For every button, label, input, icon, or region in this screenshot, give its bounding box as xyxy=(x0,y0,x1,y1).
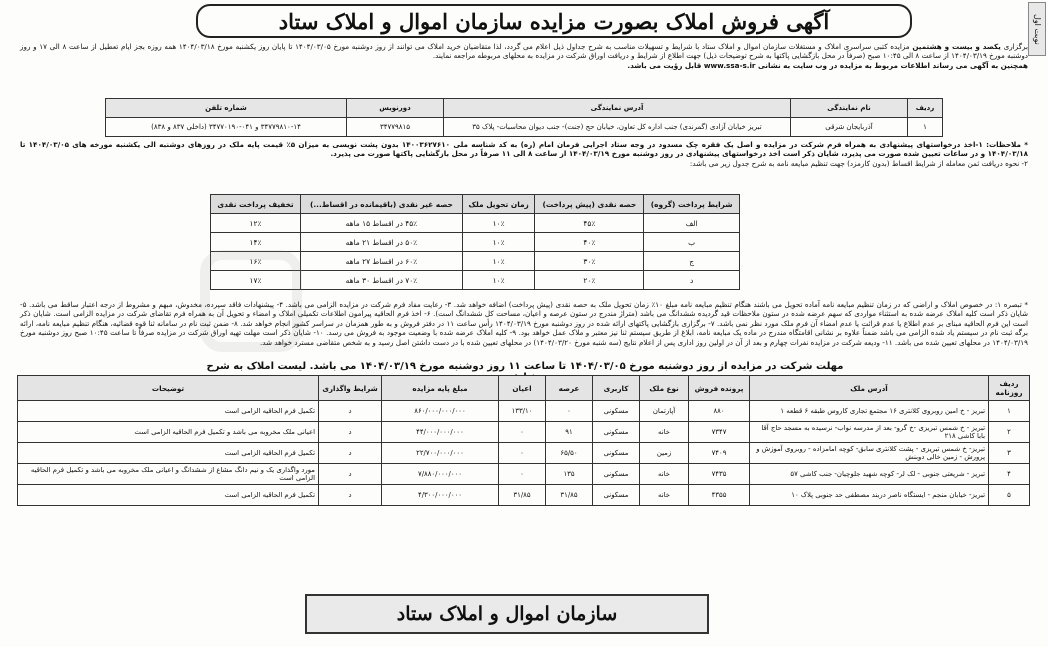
prop-description: تکمیل فرم الحاقیه الزامی است xyxy=(18,443,319,464)
table-row xyxy=(18,464,1030,485)
footer-banner: سازمان اموال و املاک ستاد xyxy=(305,594,709,634)
inst-cell: ۵۰٪ در اقساط ۲۱ ماهه xyxy=(301,233,463,252)
table-row xyxy=(211,233,740,252)
inst-cell: ۲۰٪ xyxy=(535,271,644,290)
prop-address: تبریز- خ شمس تبریزی - پشت کلانتری سابق- کوچه امامزاده - روبروی آموزش و پرورش - زمین خالی دوبنش xyxy=(750,443,989,464)
prop-cell: ۰ xyxy=(499,464,546,485)
prop-cell: ۶۵/۵۰ xyxy=(546,443,593,464)
prop-cell: ۱ xyxy=(989,401,1030,422)
prop-cell: ۹۱ xyxy=(546,422,593,443)
inst-cell: ۴۵٪ xyxy=(535,214,644,233)
intro-highlight: یکصد و بیست و هشتمین xyxy=(912,42,1001,51)
intro-prefix: برگزاری xyxy=(1003,42,1029,51)
prop-cell: ۷۳۴۷ xyxy=(689,422,750,443)
page-title: آگهی فروش املاک بصورت مزایده سازمان اموال و املاک ستاد xyxy=(278,8,830,34)
inst-cell: ۱۰٪ xyxy=(462,233,535,252)
prop-cell: مسکونی xyxy=(593,464,640,485)
prop-cell: ۷/۸۸۰/۰۰۰/۰۰۰ xyxy=(382,464,499,485)
prop-cell: مسکونی xyxy=(593,443,640,464)
prop-header: نوع ملک xyxy=(640,376,689,401)
prop-header: ردیف روزنامه xyxy=(989,376,1030,401)
prop-header: اعیان xyxy=(499,376,546,401)
notes-text: * ملاحظات: ۱-اخذ درخواستهای پیشنهادی به همراه فرم شرکت در مزایده و اصل یک فقره چک مسدود در وجه ستاد اجرایی فرمان امام (ره) به کد شناسه ملی ۱۴۰۰۳۶۲۷۶۱۰ بدون پشت نویسی به میزان ۵٪ قیمت پایه ملک در روزهای دوشنبه الی یکشنبه مورخه های ۱۴۰۴/۰۳/۰۵ تا ۱۴۰۴/۰۳/۱۸ و در ساعات تعیین شده صورت می پذیرد، شایان ذکر است اخذ درخواستهای پیشنهادی در روز دوشنبه مورخ ۱۴۰۴/۰۳/۱۹ از ساعت ۸ الی ۱۱ صرفاً در محل بازگشایی پاکتها صورت می پذیرد. xyxy=(20,140,1028,159)
prop-cell: ۰ xyxy=(499,443,546,464)
prop-cell: ۳۱/۸۵ xyxy=(499,485,546,506)
prop-description: تکمیل فرم الحاقیه الزامی است xyxy=(18,485,319,506)
rep-cell: آذربایجان شرقی xyxy=(791,118,908,137)
intro-body: مزایده کتبی سراسری املاک و مستغلات سازمان اموال و املاک ستاد با شرایط و تسهیلات مناسب به شرح جداول ذیل اعلام می گردد، لذا متقاضیان خرید املاک می توانند از روز دوشنبه مورخ ۱۴۰۴/۰۳/۰۵ تا پایان روز یکشنبه مورخ ۱۴۰۴/۰۳/۱۸ همه روزه بجز ایام تعطیل از ساعت ۸ الی ۱۷ و روز دوشنبه مورخ ۱۴۰۴/۰۳/۱۹ از ساعت ۸ الی ۱۰:۴۵ صبح (صرفاً در محل بازگشایی پاکتها به شرح توضیحات ذیل) جهت اطلاع از شرایط و دریافت اوراق شرکت در مزایده به محلهای مربوطه مراجعه نمایند. xyxy=(20,42,1028,61)
prop-cell: خانه xyxy=(640,464,689,485)
prop-description: اعیانی ملک مخروبه می باشد و تکمیل فرم الحاقیه الزامی است xyxy=(18,422,319,443)
prop-cell: مسکونی xyxy=(593,401,640,422)
inst-cell: ۱۴٪ xyxy=(211,233,301,252)
website-line: همچنین به آگهی می رساند اطلاعات مربوط به مزایده در وب سایت به نشانی www.ssa-s.ir قابل رؤیت می باشد. xyxy=(627,60,1028,70)
edition-tag: نوبت اول xyxy=(1028,2,1046,56)
representative-table xyxy=(105,98,943,137)
inst-cell: ۱۶٪ xyxy=(211,252,301,271)
prop-cell: آپارتمان xyxy=(640,401,689,422)
prop-address: تبریز - شریعتی جنوبی - لک لر- کوچه شهید جلوچیان- جنب کاشی ۵۷ xyxy=(750,464,989,485)
inst-cell: ج xyxy=(644,252,740,271)
inst-cell: ۱۰٪ xyxy=(462,214,535,233)
rep-cell: تبریز خیابان آزادی (گمرندی) جنب اداره کل تعاون، خیابان حج (جنت)- جنب دیوان محاسبات- پلاک ۳۵ xyxy=(444,118,791,137)
rep-header-row-no: ردیف xyxy=(908,99,943,118)
table-row xyxy=(18,443,1030,464)
inst-cell: ۴۵٪ در اقساط ۱۵ ماهه xyxy=(301,214,463,233)
notes-paragraph xyxy=(20,140,1028,168)
inst-header: حصه نقدی (پیش پرداخت) xyxy=(535,195,644,214)
prop-address: تبریز - خ امین روبروی کلانتری ۱۶ مجتمع تجاری کاروس طبقه ۶ قطعه ۱ xyxy=(750,401,989,422)
prop-cell: خانه xyxy=(640,422,689,443)
inst-cell: ۱۲٪ xyxy=(211,214,301,233)
rep-header-phone: شماره تلفن xyxy=(106,99,347,118)
inst-cell: ۴۰٪ xyxy=(535,233,644,252)
table-row xyxy=(106,118,943,137)
inst-cell: د xyxy=(644,271,740,290)
prop-cell: ۲۲/۷۰۰/۰۰۰/۰۰۰ xyxy=(382,443,499,464)
inst-header: حصه غیر نقدی (باقیمانده در اقساط...) xyxy=(301,195,463,214)
rep-header-name: نام نمایندگی xyxy=(791,99,908,118)
prop-description: مورد واگذاری یک و نیم دانگ مشاع از ششدانگ و اعیانی ملک مخروبه می باشد و تکمیل فرم الحاقیه الزامی است xyxy=(18,464,319,485)
prop-cell: ۷۴۳۵ xyxy=(689,464,750,485)
prop-header: آدرس ملک xyxy=(750,376,989,401)
table-row xyxy=(18,485,1030,506)
prop-cell: د xyxy=(319,401,382,422)
inst-header: شرایط پرداخت (گروه) xyxy=(644,195,740,214)
prop-header: کاربری xyxy=(593,376,640,401)
inst-cell: ب xyxy=(644,233,740,252)
table-row xyxy=(18,422,1030,443)
table-row xyxy=(18,401,1030,422)
prop-address: تبریز- خیابان منجم - ایستگاه ناصر دربند مصطفی حد جنوبی پلاک ۱۰ xyxy=(750,485,989,506)
prop-cell: د xyxy=(319,464,382,485)
prop-cell: ۰ xyxy=(499,422,546,443)
prop-cell: ۷۴۰۹ xyxy=(689,443,750,464)
inst-cell: ۳۰٪ xyxy=(535,252,644,271)
rep-header-address: آدرس نمایندگی xyxy=(444,99,791,118)
rep-cell: ۳۴۷۷۹۸۱۰-۱۴ و ۰۴۱-۳۴۷۷۰۱۹۰ (داخلی ۸۳۷ و ۸۳۸) xyxy=(106,118,347,137)
rep-cell: ۳۴۷۷۹۸۱۵ xyxy=(347,118,444,137)
notes-line2: ۲- نحوه دریافت ثمن معامله از شرایط اقساط (بدون کارمزد) جهت تنظیم مبایعه نامه به شرح جدول زیر می باشد: xyxy=(689,158,1028,168)
intro-paragraph xyxy=(20,42,1028,70)
prop-cell: ۳۱/۸۵ xyxy=(546,485,593,506)
prop-cell: ۱۳۳/۱۰ xyxy=(499,401,546,422)
prop-cell: ۴/۳۰۰/۰۰۰/۰۰۰ xyxy=(382,485,499,506)
prop-cell: ۴۳۵۵ xyxy=(689,485,750,506)
prop-description: تکمیل فرم الحاقیه الزامی است xyxy=(18,401,319,422)
prop-address: تبریز - خ شمس تبریزی -خ گرو- بعد از مدرسه نواب- نرسیده به مسجد حاج آقا بابا کاشی ۲۱۸ xyxy=(750,422,989,443)
deadline-line: مهلت شرکت در مزایده از روز دوشنبه مورخ ۱۴۰۴/۰۳/۰۵ تا ساعت ۱۱ روز دوشنبه مورخ ۱۴۰۴/۰۳/۱۹ می باشد. لیست املاک به شرح xyxy=(206,361,844,372)
notes2-paragraph: * تبصره ۱: در خصوص املاک و اراضی که در زمان تنظیم مبایعه نامه آماده تحویل می باشند هنگام تنظیم مبایعه نامه مبلغ ۱۰٪ زمان تحویل ملک به حصه نقدی (پیش پرداخت) اضافه خواهد شد. ۳- رعایت مفاد فرم شرکت در مزایده الزامی می باشد. ۴- پیشنهادات فاقد سپرده، مخدوش، مبهم و مشروط از درجه اعتبار ساقط می باشد. ۵- شایان ذکر است کلیه املاک عرضه شده به استثناء مواردی که سهم عرضه شده در ستون ملاحظات قید گردیده ششدانگ می باشد (متراژ مندرج در ستون عرصه و اعیان، مساحت کل ششدانگ است). ۶- اخذ فرم الحاقیه پیرامون اطلاعات تکمیلی املاک و امضاء و تحویل آن به همراه فرم تقاضای شرکت در مزایده الزامی است. شایان ذکر است این فرم الحاقیه مبنای بر عدم اطلاع یا عدم قرائت یا عدم امضاء آن فرم ملک مورد نظر نمی باشد. ۷- برگزاری بازگشایی پاکتهای ارائه شده در روز دوشنبه مورخ ۱۴۰۴/۰۳/۱۹ رأس ساعت ۱۱ در دفتر فروش و به طور همزمان در سراسر کشور انجام خواهد شد. ۸- ضمن ثبت نام در سامانه ثنا قوه قضائیه، هنگام تنظیم مبایعه نامه، ارائه برگه ثبت نام در سیستم یاد شده الزامی می باشد ضمناً علاوه بر نشانی اقامتگاه مندرج در ماده یک مبایعه نامه، ابلاغ از طریق سیستم ثنا نیز معتبر و ملاک عمل خواهد بود. ۹- کلیه املاک عرضه شده با وضعیت موجود به فروش می رسد. ۱۰- شایان ذکر است مهلت تهیه اوراق شرکت در مزایده صرفاً تا ساعت ۱۰:۴۵ صبح روز دوشنبه مورخ ۱۴۰۴/۰۳/۱۹ در محلهای تعیین شده می باشد. ۱۱- ودیعه شرکت در مزایده نفرات چهارم و بعد از آن در اولین روز اداری پس از اعلام نتایج (سه شنبه مورخ ۱۴۰۴/۰۳/۲۰) در محلهای تعیین شده با در دست داشتن اصل رسید و به شخص متقاضی مسترد خواهد شد. xyxy=(20,300,1029,347)
inst-cell: ۱۰٪ xyxy=(462,271,535,290)
inst-cell: الف xyxy=(644,214,740,233)
table-row xyxy=(211,214,740,233)
prop-cell: د xyxy=(319,422,382,443)
prop-header: پرونده فروش xyxy=(689,376,750,401)
inst-cell: ۷۰٪ در اقساط ۳۰ ماهه xyxy=(301,271,463,290)
prop-cell: د xyxy=(319,485,382,506)
prop-cell: مسکونی xyxy=(593,422,640,443)
prop-cell: ۸۶۰/۰۰۰/۰۰۰/۰۰۰ xyxy=(382,401,499,422)
prop-cell: ۱۳۵ xyxy=(546,464,593,485)
title-box xyxy=(196,4,912,38)
prop-header: شرایط واگذاری xyxy=(319,376,382,401)
inst-cell: ۱۷٪ xyxy=(211,271,301,290)
prop-cell: زمین xyxy=(640,443,689,464)
prop-cell: ۴ xyxy=(989,464,1030,485)
prop-cell: د xyxy=(319,443,382,464)
prop-cell: ۴۴/۰۰۰/۰۰۰/۰۰۰ xyxy=(382,422,499,443)
inst-header: تخفیف پرداخت نقدی xyxy=(211,195,301,214)
prop-cell: مسکونی xyxy=(593,485,640,506)
rep-header-fax: دورنویس xyxy=(347,99,444,118)
inst-cell: ۱۰٪ xyxy=(462,252,535,271)
prop-header: توضیحات xyxy=(18,376,319,401)
prop-header: مبلغ پایه مزایده xyxy=(382,376,499,401)
property-table xyxy=(17,375,1030,506)
prop-cell: ۰ xyxy=(546,401,593,422)
rep-cell: ۱ xyxy=(908,118,943,137)
prop-cell: ۵ xyxy=(989,485,1030,506)
prop-cell: ۲ xyxy=(989,422,1030,443)
inst-cell: ۶۰٪ در اقساط ۲۷ ماهه xyxy=(301,252,463,271)
prop-header: عرصه xyxy=(546,376,593,401)
inst-header: زمان تحویل ملک xyxy=(462,195,535,214)
prop-cell: ۳ xyxy=(989,443,1030,464)
prop-cell: خانه xyxy=(640,485,689,506)
prop-cell: ۸۸۰ xyxy=(689,401,750,422)
